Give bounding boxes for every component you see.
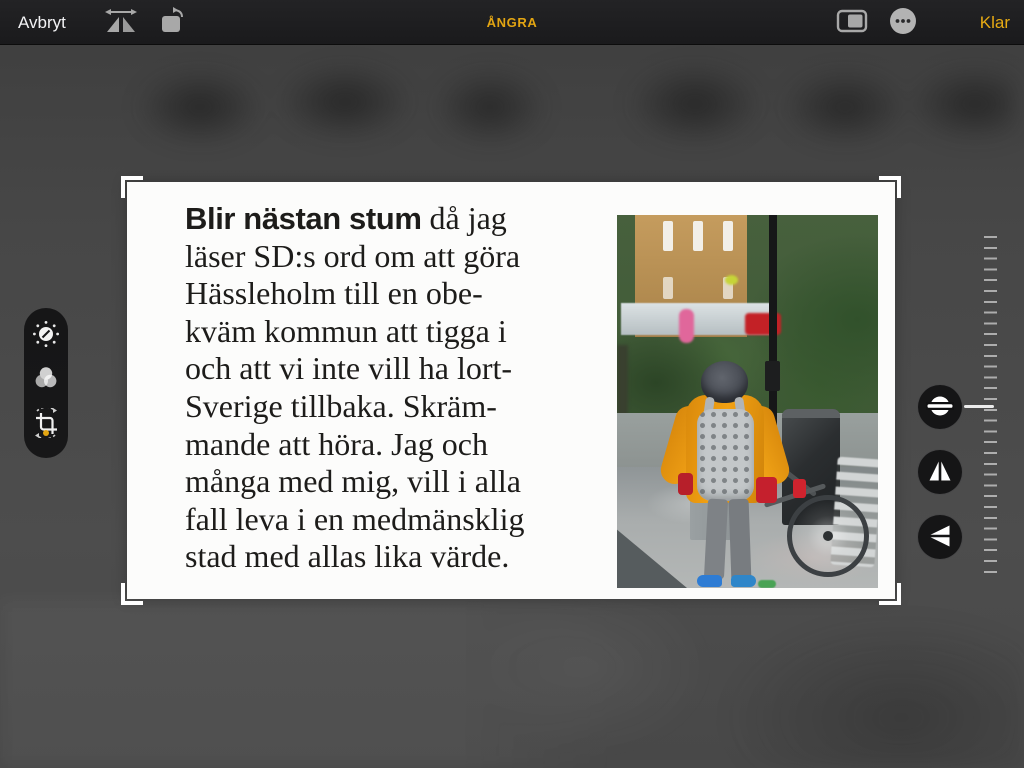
done-button[interactable]: Klar (980, 0, 1010, 45)
building-window (663, 277, 673, 299)
article-line: läser SD:s ord om att göra (185, 237, 521, 274)
dimmed-headline-blur (110, 52, 1015, 162)
adjust-tool-button[interactable] (28, 317, 64, 353)
crop-canvas[interactable] (127, 182, 895, 599)
red-bag (756, 477, 777, 503)
straighten-level-icon (924, 390, 956, 425)
article-text (185, 200, 595, 576)
more-options-button[interactable] (886, 0, 920, 45)
person-shoe (697, 575, 722, 587)
article-line: fall leva i en medmänsklig (185, 500, 525, 537)
filters-icon (32, 364, 60, 395)
rotate-button[interactable] (155, 0, 189, 45)
article-line: många med mig, vill i alla (185, 463, 521, 500)
crop-handle-top-right[interactable] (879, 176, 901, 198)
green-object (758, 580, 776, 588)
flip-horizontal-button[interactable] (101, 0, 141, 45)
trash-bin-lid (782, 409, 840, 418)
bicycle-reflector (793, 479, 806, 498)
crop-handle-top-left[interactable] (121, 176, 143, 198)
rotate-icon (157, 7, 187, 38)
article-line: stad med allas lika värde. (185, 538, 510, 575)
flip-horizontal-icon (103, 7, 139, 38)
keystone-vertical-icon (925, 456, 955, 489)
person (670, 361, 782, 588)
aspect-ratio-icon (836, 8, 868, 37)
newspaper-photo (617, 215, 878, 588)
undo-button[interactable]: ÅNGRA (487, 0, 538, 45)
building-window (693, 221, 703, 251)
crop-handle-bottom-left[interactable] (121, 583, 143, 605)
straighten-dial-ruler[interactable] (984, 236, 997, 581)
article-line: mande att höra. Jag och (185, 425, 488, 462)
top-toolbar (0, 0, 1024, 45)
article-line: kväm kommun att tigga i (185, 312, 507, 349)
adjust-dial-icon (32, 320, 60, 351)
red-bag (678, 473, 693, 495)
person-shoe (731, 575, 756, 587)
article-line: Blir nästan stum då jag (185, 200, 507, 236)
background-light (725, 275, 738, 285)
crop-modified-indicator (43, 430, 49, 436)
building-window (663, 221, 673, 251)
backpack (697, 409, 754, 501)
straighten-dial-indicator (964, 405, 994, 408)
crop-handle-bottom-right[interactable] (879, 583, 901, 605)
article-line: Hässleholm till en obe- (185, 275, 483, 312)
article-line: och att vi inte vill ha lort- (185, 350, 513, 387)
keystone-horizontal-icon (925, 521, 955, 554)
person-leg (729, 499, 752, 582)
straighten-button[interactable] (917, 384, 963, 430)
bicycle-hub (823, 531, 833, 541)
aspect-ratio-button[interactable] (834, 0, 870, 45)
more-options-icon (888, 6, 918, 39)
article-lead-bold: Blir nästan stum (185, 201, 422, 236)
pink-decoration (679, 309, 694, 343)
person-leg (704, 499, 728, 580)
perspective-vertical-button[interactable] (917, 449, 963, 495)
article-line: Sverige tillbaka. Skräm- (185, 387, 497, 424)
cancel-button[interactable]: Avbryt (18, 0, 66, 45)
dimmed-photo-lower-blur (0, 600, 1024, 768)
filters-tool-button[interactable] (28, 362, 64, 398)
edit-mode-toolbar (24, 308, 68, 458)
building-window (723, 221, 733, 251)
perspective-horizontal-button[interactable] (917, 514, 963, 560)
crop-tool-button[interactable] (28, 406, 64, 442)
